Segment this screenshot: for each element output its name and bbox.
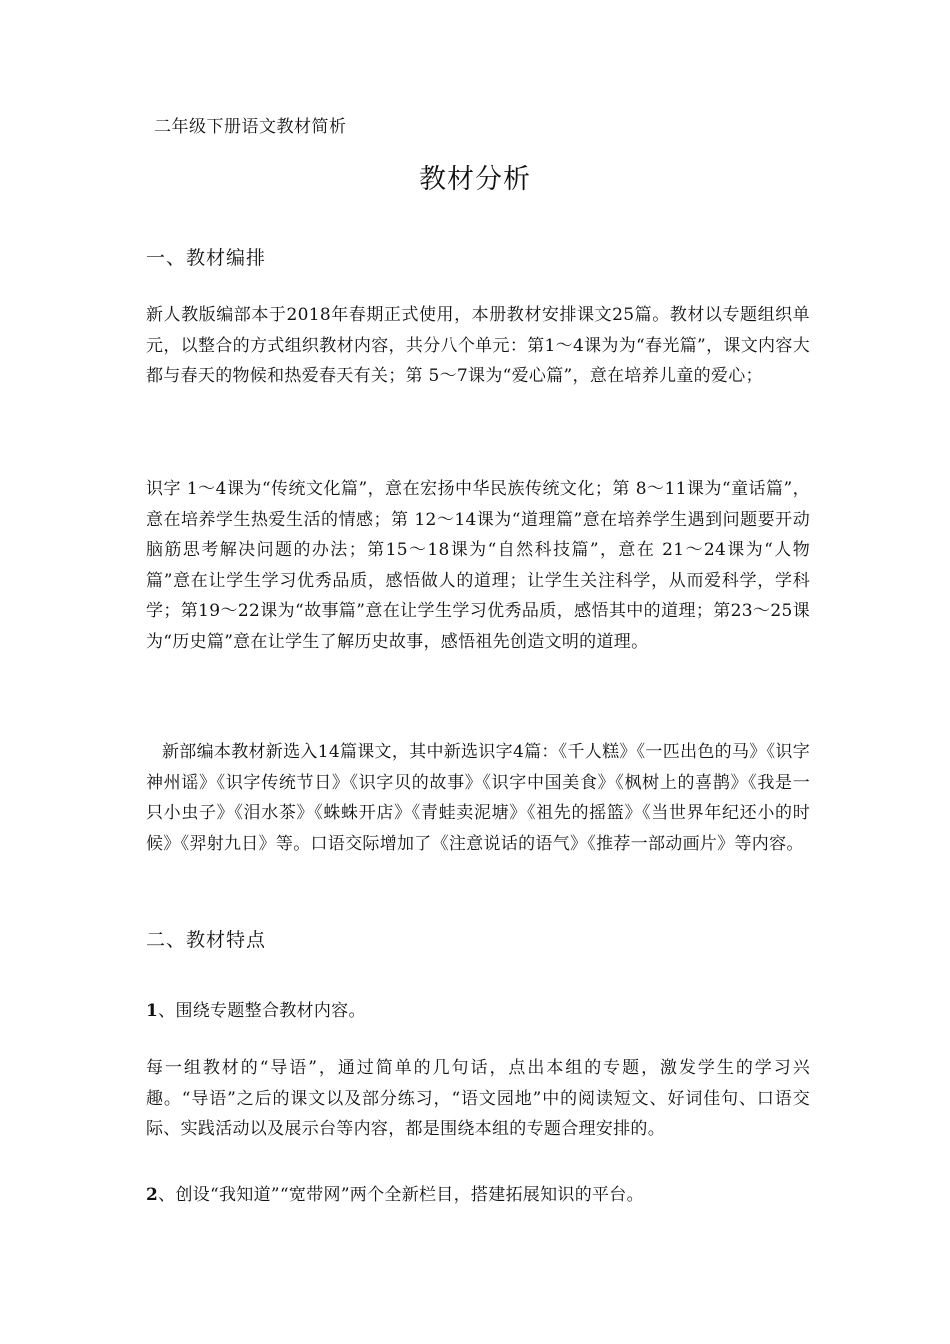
feature-item-1-paragraph: 每一组教材的“导语”，通过简单的几句话，点出本组的专题，激发学生的学习兴趣。“导语”之后的课文以及部分练习，“语文园地”中的阅读短文、好词佳句、口语交际、实践活动以及展示台等内容，都是围绕本组的专题合理安排的。 (146, 1058, 810, 1140)
feature-item-2-number: 2 (146, 1185, 159, 1205)
paragraph-arrangement-2: 识字 1～4课为“传统文化篇”，意在宏扬中华民族传统文化；第 8～11课为“童话篇”，意在培养学生热爱生活的情感；第 12～14课为“道理篇”意在培养学生遇到问题要开动脑筋思考解决问题的办法；第15～18课为“自然科技篇”，意在 21～24课为“人物篇”意在让学生学习优秀品质，感悟做人的道理；让学生关注科学，从而爱科学，学科学；第19～22课为“故事篇”意在让学生学习优秀品质，感悟其中的道理；第23～25课为“历史篇”意在让学生了解历史故事，感悟祖先创造文明的道理。 (146, 479, 810, 652)
feature-item-2-text: 、创设“我知道”“宽带网”两个全新栏目，搭建拓展知识的平台。 (158, 1185, 644, 1205)
feature-item-1-text: 、围绕专题整合教材内容。 (158, 1001, 366, 1021)
paragraph-arrangement-1: 新人教版编部本于2018年春期正式使用，本册教材安排课文25篇。教材以专题组织单元，以整合的方式组织教材内容，共分八个单元：第1～4课为为“春光篇”，课文内容大都与春天的物候和热爱春天有关；第 5～7课为“爱心篇”，意在培养儿童的爱心； (146, 305, 810, 387)
paragraph-arrangement-3: 新部编本教材新选入14篇课文，其中新选识字4篇：《千人糕》《一匹出色的马》《识字神州谣》《识字传统节日》《识字贝的故事》《识字中国美食》《枫树上的喜鹊》《我是一只小虫子》《泪水茶》《蛛蛛开店》《青蛙卖泥塘》《祖先的摇篮》《当世界年纪还小的时候》《羿射九日》等。口语交际增加了《注意说话的语气》《推荐一部动画片》等内容。 (146, 742, 810, 854)
document-title: 教材分析 (419, 164, 531, 195)
document-header-line: 二年级下册语文教材简析 (154, 117, 347, 137)
section-heading-features: 二、教材特点 (146, 929, 267, 951)
feature-item-2-heading (146, 1181, 810, 1209)
feature-item-1-heading (146, 997, 810, 1025)
feature-item-1-number: 1 (146, 1001, 159, 1021)
section-heading-arrangement: 一、教材编排 (146, 247, 267, 269)
